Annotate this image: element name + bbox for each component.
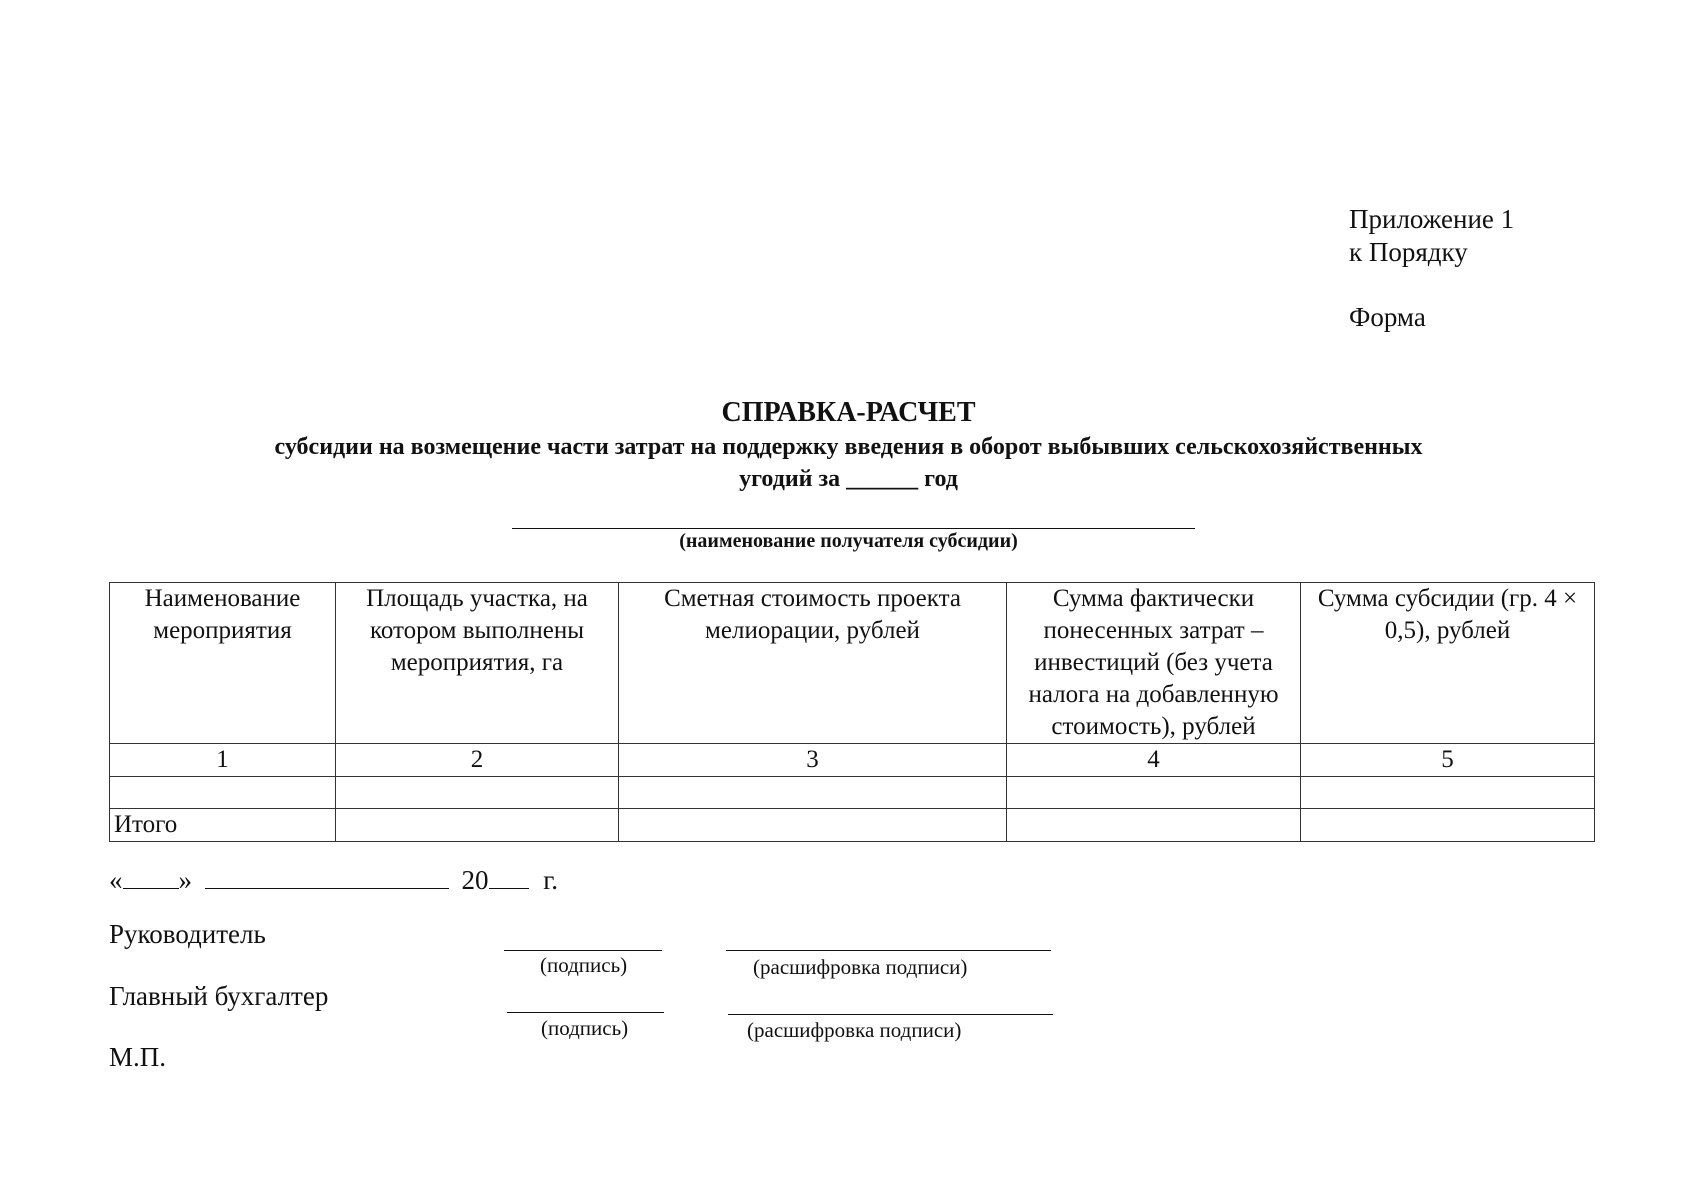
year-suffix: г. [543, 865, 559, 895]
date-close-quote: » [178, 865, 192, 895]
table-row [110, 777, 1595, 809]
table-cell[interactable] [1301, 809, 1595, 842]
table-header-row [110, 583, 1595, 744]
header-subsidy-amount: Сумма субсидии (гр. 4 × 0,5), рублей [1301, 583, 1595, 744]
column-number-row [110, 744, 1595, 777]
accountant-signature-decode-line[interactable] [728, 1014, 1053, 1015]
total-row [110, 809, 1595, 842]
date-open-quote: « [109, 865, 123, 895]
head-signature-decode-line[interactable] [726, 950, 1051, 951]
column-number: 1 [110, 744, 336, 777]
document-title: СПРАВКА-РАСЧЕТ [721, 397, 976, 428]
appendix-label: Приложение 1 [1349, 204, 1515, 234]
accountant-signature-caption: (подпись) [541, 1016, 629, 1040]
table-cell[interactable] [1301, 777, 1595, 809]
table-cell[interactable] [336, 777, 619, 809]
head-label: Руководитель [109, 919, 266, 949]
header-plot-area: Площадь участка, на котором выполнены мероприятия, га [336, 583, 619, 744]
recipient-name-line [512, 528, 1195, 529]
header-actual-costs: Сумма фактически понесенных затрат – инвестиций (без учета налога на добавленную стоимость), рублей [1007, 583, 1301, 744]
date-line [109, 864, 558, 896]
chief-accountant-label: Главный бухгалтер [109, 981, 329, 1011]
table-cell[interactable] [110, 777, 336, 809]
year-prefix: 20 [461, 865, 489, 895]
order-reference: к Порядку [1349, 237, 1468, 267]
accountant-signature-decode-caption: (расшифровка подписи) [747, 1018, 962, 1042]
recipient-caption: (наименование получателя субсидии) [679, 530, 1018, 552]
column-number: 2 [336, 744, 619, 777]
subsidy-calculation-table [109, 582, 1595, 842]
column-number: 3 [619, 744, 1007, 777]
accountant-signature-line[interactable] [507, 1012, 664, 1013]
month-field[interactable] [205, 864, 449, 889]
document-subtitle-line2: угодий за ______ год [739, 466, 958, 492]
document-subtitle-line1: субсидии на возмещение части затрат на поддержку введения в оборот выбывших сельскохозяйственных [274, 434, 1423, 460]
table-cell[interactable] [619, 777, 1007, 809]
table-cell[interactable] [336, 809, 619, 842]
column-number: 4 [1007, 744, 1301, 777]
head-signature-caption: (подпись) [540, 953, 628, 977]
column-number: 5 [1301, 744, 1595, 777]
year-field[interactable] [489, 864, 529, 889]
header-estimated-cost: Сметная стоимость проекта мелиорации, рублей [619, 583, 1007, 744]
total-label: Итого [110, 809, 336, 842]
day-field[interactable] [123, 864, 179, 889]
table-cell[interactable] [619, 809, 1007, 842]
table-cell[interactable] [1007, 809, 1301, 842]
head-signature-line[interactable] [504, 950, 662, 951]
header-event-name: Наименование мероприятия [110, 583, 336, 744]
table-cell[interactable] [1007, 777, 1301, 809]
form-label: Форма [1349, 302, 1426, 332]
head-signature-decode-caption: (расшифровка подписи) [753, 955, 968, 979]
stamp-place-label: М.П. [109, 1042, 167, 1072]
